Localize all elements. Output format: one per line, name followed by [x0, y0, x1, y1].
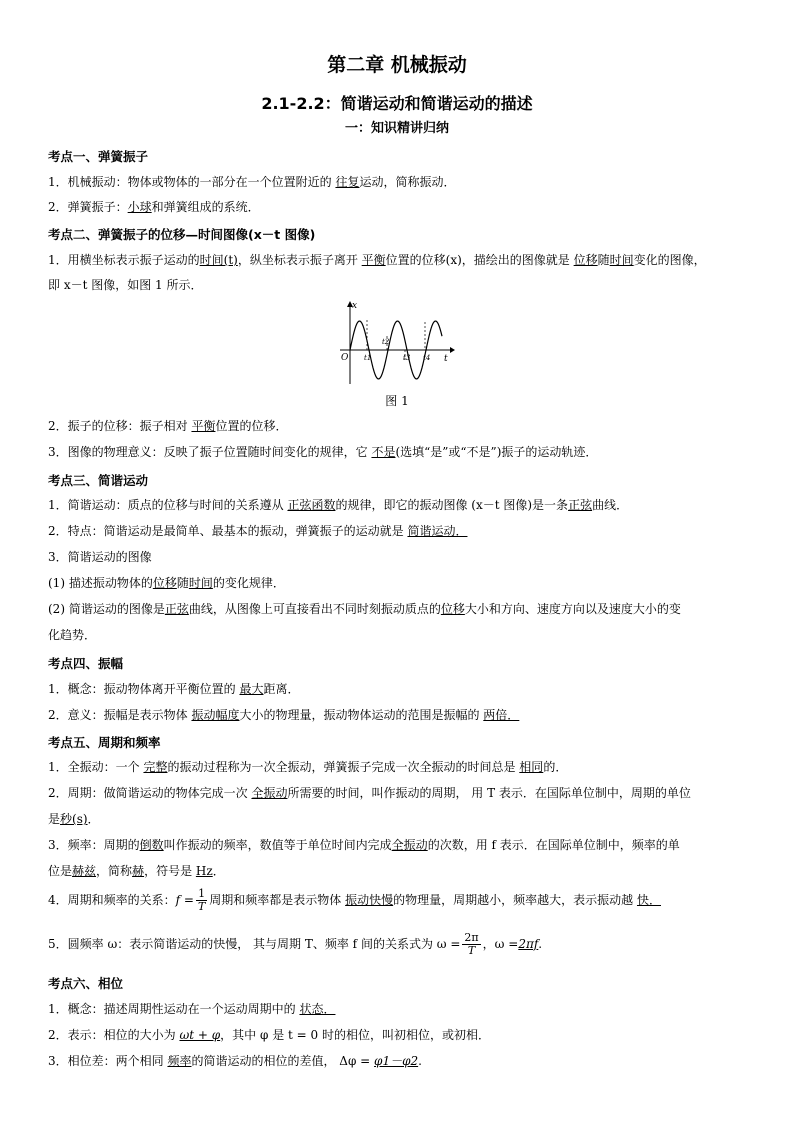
k6-line-2: [48, 1027, 490, 1043]
k4-line-1: [48, 681, 299, 697]
fraction-2pi-over-T: [462, 932, 480, 957]
blank-answer: 快．: [636, 893, 661, 907]
blank-answer: ωt + φ: [179, 1028, 221, 1042]
blank-answer: Hz: [195, 864, 213, 878]
blank-answer: 平衡: [361, 253, 386, 267]
text: 位置的位移．: [215, 419, 288, 433]
k5-line-3: [48, 837, 680, 853]
t-label: t: [444, 354, 448, 364]
k5-line-3b: [48, 863, 225, 879]
chapter-title: 第二章 机械振动: [327, 54, 467, 76]
text: 2．意义：振幅是表示物体: [48, 708, 192, 722]
text: 1．用横坐标表示振子运动的: [48, 253, 200, 267]
text: 3．相位差：两个相同: [48, 1054, 168, 1068]
text: 2．弹簧振子：: [48, 200, 128, 214]
k2-line-1b: 即 x－t 图像，如图 1 所示．: [48, 278, 203, 292]
blank-answer: 位移: [573, 253, 598, 267]
k5-line-4: [48, 888, 661, 913]
numerator: 1: [196, 888, 207, 901]
origin-label: O: [341, 353, 349, 363]
blank-answer: 最大: [239, 682, 264, 696]
text: 1．简谐运动：质点的位移与时间的关系遵从: [48, 498, 288, 512]
k2-line-1: [48, 252, 706, 268]
text: 的简谐运动的相位的差值， Δφ =: [191, 1054, 375, 1068]
k4-line-2: [48, 707, 519, 723]
blank-answer: 时间: [609, 253, 634, 267]
denominator: T: [467, 944, 476, 957]
t1-label: t1: [364, 354, 372, 362]
text: 2．表示：相位的大小为: [48, 1028, 180, 1042]
k2-line-2: [48, 418, 287, 434]
blank-answer: 两倍．: [483, 708, 520, 722]
blank-answer: 时间: [188, 576, 213, 590]
heading-k6: 考点六、相位: [48, 976, 124, 991]
blank-answer: φ1－φ2: [374, 1054, 419, 1068]
text: 4．周期和频率的关系：: [48, 893, 176, 907]
text: 的次数，用 f 表示．在国际单位制中，频率的单: [427, 838, 680, 852]
text: 3．图像的物理意义：反映了振子位置随时间变化的规律，它: [48, 445, 372, 459]
k6-line-3: [48, 1053, 422, 1069]
t3-label: t3: [403, 354, 411, 362]
k5-line-5: [48, 932, 542, 957]
text: 大小和方向、速度方向以及速度大小的变: [464, 602, 681, 616]
k5-line-2b: [48, 811, 100, 827]
text: 2．特点：简谐运动是最简单、最基本的振动，弹簧振子的运动就是: [48, 524, 408, 538]
text: ，其中 φ 是 t = 0 时的相位，叫初相位，或初相．: [220, 1028, 490, 1042]
blank-answer: 小球: [127, 200, 152, 214]
k3-line-3: 3．简谐运动的图像: [48, 550, 152, 564]
lesson-title: 2.1-2.2：简谐运动和简谐运动的描述: [261, 94, 533, 113]
text: (2) 简谐运动的图像是: [48, 602, 165, 616]
blank-answer: 位移: [152, 576, 177, 590]
blank-answer: 赫兹: [72, 864, 97, 878]
text: 和弹簧组成的系统．: [151, 200, 260, 214]
k3-line-5b: 化趋势．: [48, 628, 97, 642]
k5-line-2: [48, 785, 691, 801]
k3-line-2: [48, 523, 467, 539]
blank-answer: 平衡: [191, 419, 216, 433]
text: ．: [87, 812, 100, 826]
blank-answer: 位移: [440, 602, 465, 616]
text: 1．概念：振动物体离开平衡位置的: [48, 682, 240, 696]
blank-answer: 往复: [335, 175, 360, 189]
displacement-time-graph: [338, 298, 458, 388]
blank-answer: 2πf: [518, 937, 539, 951]
text: 1．概念：描述周期性运动在一个运动周期中的: [48, 1002, 300, 1016]
blank-answer: 赫: [132, 864, 145, 878]
text: 随: [176, 576, 189, 590]
text: ，ω =: [482, 937, 519, 951]
text: ，简称: [96, 864, 133, 878]
text: 位置的位移(x)，描绘出的图像就是: [385, 253, 574, 267]
k3-line-1: [48, 497, 628, 513]
fraction-1-over-T: [196, 888, 207, 913]
text: 的变化规律．: [212, 576, 285, 590]
denominator: T: [197, 900, 206, 913]
blank-answer: 不是: [371, 445, 396, 459]
section-title: 一：知识精讲归纳: [344, 121, 449, 136]
numerator: 2π: [464, 931, 479, 944]
x-label: x: [352, 301, 358, 311]
text: 随: [597, 253, 610, 267]
text: 的．: [543, 760, 568, 774]
t-axis-arrow: [450, 347, 455, 353]
k2-line-3: [48, 444, 597, 460]
text: 大小的物理量，振动物体运动的范围是振幅的: [239, 708, 484, 722]
text: 周期和频率都是表示物体: [209, 893, 346, 907]
heading-k3: 考点三、简谐运动: [48, 473, 149, 488]
blank-answer: 时间(t): [199, 253, 238, 267]
text: 的物理量，周期越小，频率越大，表示振动越: [393, 893, 637, 907]
text: 2．周期：做简谐运动的物体完成一次: [48, 786, 252, 800]
k3-line-5: [48, 601, 681, 617]
blank-answer: 正弦函数: [287, 498, 336, 512]
k5-line-1: [48, 759, 567, 775]
text: .: [538, 937, 543, 951]
blank-answer: 完整: [143, 760, 168, 774]
heading-k2: 考点二、弹簧振子的位移—时间图像(x－t 图像): [48, 227, 316, 242]
text: ，符号是: [144, 864, 196, 878]
blank-answer: 正弦: [164, 602, 189, 616]
k3-line-4: [48, 575, 285, 591]
blank-answer: 振动幅度: [191, 708, 240, 722]
k1-line-2: [48, 199, 260, 215]
text: 的振动过程称为一次全振动，弹簧振子完成一次全振动的时间总是: [167, 760, 520, 774]
text: 所需要的时间，叫作振动的周期， 用 T 表示．在国际单位制中，周期的单位: [287, 786, 691, 800]
blank-answer: 正弦: [568, 498, 593, 512]
text: 叫作振动的频率，数值等于单位时间内完成: [163, 838, 392, 852]
text: 运动，简称振动．: [359, 175, 456, 189]
text: 曲线．: [592, 498, 629, 512]
text: 2．振子的位移：振子相对: [48, 419, 192, 433]
k1-line-1: [48, 174, 455, 190]
text: ，纵坐标表示振子离开: [237, 253, 362, 267]
figure-caption: 图 1: [385, 394, 409, 408]
text: 5．圆频率 ω：表示简谐运动的快慢， 其与周期 T、频率 f 间的关系式为 ω =: [48, 937, 461, 951]
text: (选填“是”或“不是”)振子的运动轨迹．: [395, 445, 598, 459]
text: ．: [212, 864, 225, 878]
text: 3．频率：周期的: [48, 838, 140, 852]
blank-answer: 倒数: [139, 838, 164, 852]
text: 位是: [48, 864, 73, 878]
text: 的规律，即它的振动图像 (x－t 图像)是一条: [335, 498, 569, 512]
text: (1) 描述振动物体的: [48, 576, 153, 590]
blank-answer: 振动快慢: [345, 893, 394, 907]
blank-answer: 全振动: [391, 838, 428, 852]
blank-answer: 秒(s): [60, 812, 88, 826]
blank-answer: 相同: [519, 760, 544, 774]
dashed-guides: [367, 320, 425, 362]
heading-k5: 考点五、周期和频率: [48, 735, 161, 750]
blank-answer: 简谐运动．: [407, 524, 468, 538]
text: 1．机械振动：物体或物体的一部分在一个位置附近的: [48, 175, 336, 189]
heading-k1: 考点一、弹簧振子: [48, 149, 149, 164]
text: 曲线，从图像上可直接看出不同时刻振动质点的: [188, 602, 441, 616]
blank-answer: 状态．: [299, 1002, 336, 1016]
formula-f: f =: [175, 893, 194, 907]
k6-line-1: [48, 1001, 335, 1017]
text: 1．全振动：一个: [48, 760, 144, 774]
text: .: [418, 1054, 422, 1068]
text: 是: [48, 812, 61, 826]
heading-k4: 考点四、振幅: [48, 656, 124, 671]
t4-label: t4: [423, 354, 431, 362]
text: 距离．: [263, 682, 300, 696]
blank-answer: 频率: [167, 1054, 192, 1068]
text: 变化的图像，: [633, 253, 706, 267]
blank-answer: 全振动: [251, 786, 288, 800]
t2-label: t2: [382, 338, 390, 346]
